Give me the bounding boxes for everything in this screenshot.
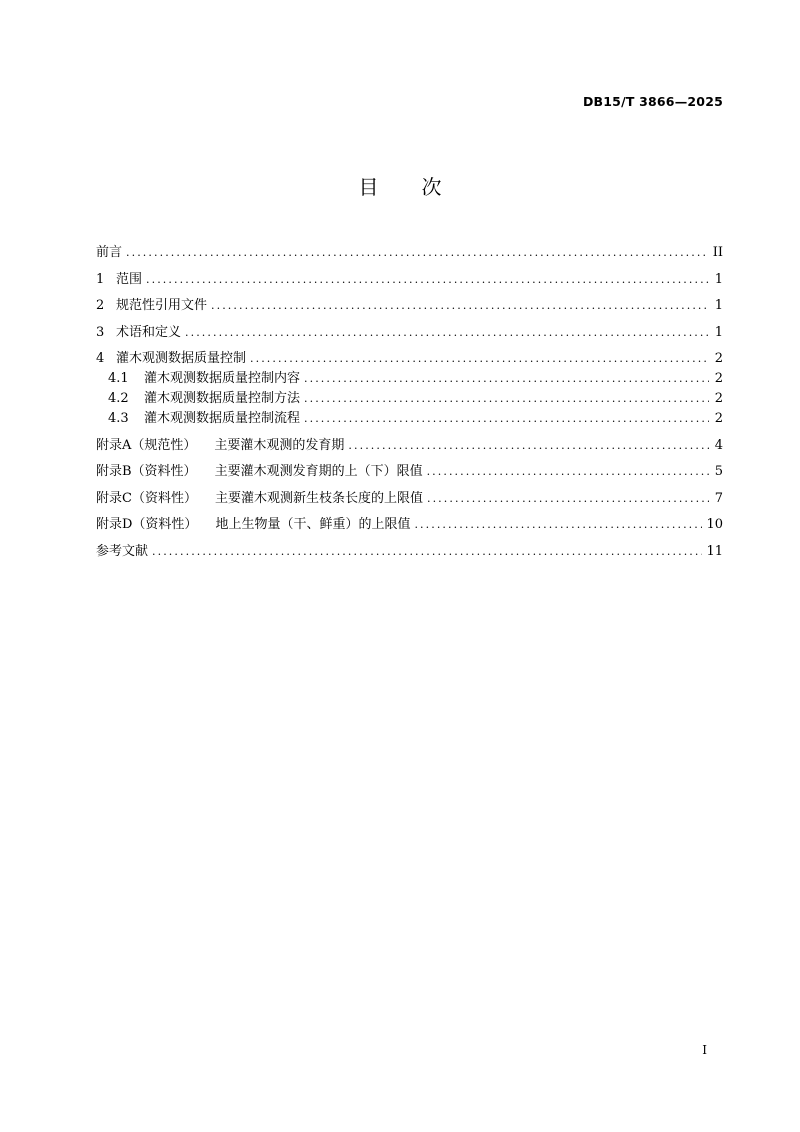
toc-entry-foreword[interactable] xyxy=(96,243,723,263)
toc-entry-text: 主要灌木观测新生枝条长度的上限值 xyxy=(214,490,423,506)
page-number: I xyxy=(702,1043,707,1057)
toc-entry-number: 1 xyxy=(96,271,105,287)
toc-page-number: 11 xyxy=(706,543,723,559)
toc-entry-number: 4.2 xyxy=(108,391,129,406)
toc-entry-number: 2 xyxy=(96,298,105,313)
standard-code: DB15/T 3866—2025 xyxy=(582,94,723,109)
toc-entry-text: 灌木观测数据质量控制流程 xyxy=(144,411,301,426)
toc-entry-quality-control-process[interactable] xyxy=(96,409,723,429)
toc-entry-text: 参考文献 xyxy=(96,543,149,559)
toc-page-number: 1 xyxy=(714,271,723,287)
toc-entry-number: 4.1 xyxy=(108,371,129,386)
toc-entry-number: 4.3 xyxy=(108,411,129,426)
dot-leader xyxy=(427,462,709,482)
toc-page-number: 5 xyxy=(714,464,723,479)
toc-page-number: 2 xyxy=(714,371,723,386)
toc-page-number: 10 xyxy=(706,517,723,532)
dot-leader xyxy=(304,409,709,429)
dot-leader xyxy=(427,489,709,509)
table-of-contents xyxy=(96,243,723,568)
toc-entry-normative-references[interactable] xyxy=(96,296,723,316)
title-char-2: 次 xyxy=(421,175,442,199)
toc-page-number: 7 xyxy=(714,490,723,506)
toc-entry-text: 术语和定义 xyxy=(116,324,182,340)
toc-page-number: 2 xyxy=(714,351,723,366)
dot-leader xyxy=(250,349,709,369)
toc-page-number: 4 xyxy=(714,437,723,453)
toc-entry-scope[interactable] xyxy=(96,270,723,290)
toc-entry-text: 地上生物量（干、鲜重）的上限值 xyxy=(215,517,411,532)
toc-appendix-prefix: 附录C（资料性） xyxy=(96,490,197,506)
dot-leader xyxy=(304,389,709,409)
dot-leader xyxy=(185,323,709,343)
toc-appendix-prefix: 附录D（资料性） xyxy=(96,517,198,532)
toc-entry-text: 主要灌木观测发育期的上（下）限值 xyxy=(214,464,423,479)
toc-entry-appendix-c[interactable] xyxy=(96,489,723,509)
toc-entry-quality-control-content[interactable] xyxy=(96,369,723,389)
toc-entry-text: 规范性引用文件 xyxy=(116,298,208,313)
toc-entry-text: 主要灌木观测的发育期 xyxy=(214,437,345,453)
dot-leader xyxy=(146,270,709,290)
dot-leader xyxy=(126,243,709,263)
toc-entry-number: 4 xyxy=(96,351,105,366)
toc-entry-text: 灌木观测数据质量控制内容 xyxy=(144,371,301,386)
toc-page-number: 2 xyxy=(714,391,723,406)
dot-leader xyxy=(211,296,709,316)
toc-appendix-prefix: 附录B（资料性） xyxy=(96,464,197,479)
toc-entry-terms-definitions[interactable] xyxy=(96,323,723,343)
page-title xyxy=(0,171,800,200)
title-char-1: 目 xyxy=(358,175,379,199)
toc-entry-text: 灌木观测数据质量控制方法 xyxy=(144,391,301,406)
toc-page-number: 1 xyxy=(714,324,723,340)
toc-entry-quality-control-method[interactable] xyxy=(96,389,723,409)
dot-leader xyxy=(304,369,709,389)
toc-entry-text: 灌木观测数据质量控制 xyxy=(116,351,247,366)
toc-entry-appendix-a[interactable] xyxy=(96,436,723,456)
toc-entry-text: 范围 xyxy=(116,271,143,287)
toc-entry-number: 3 xyxy=(96,324,105,340)
toc-entry-appendix-d[interactable] xyxy=(96,515,723,535)
dot-leader xyxy=(348,436,709,456)
toc-page-number: 1 xyxy=(714,298,723,313)
toc-page-number: II xyxy=(712,245,723,260)
toc-entry-text: 前言 xyxy=(96,245,123,260)
toc-entry-bibliography[interactable] xyxy=(96,542,723,562)
toc-page-number: 2 xyxy=(714,411,723,426)
toc-appendix-prefix: 附录A（规范性） xyxy=(96,437,197,453)
dot-leader xyxy=(414,515,702,535)
dot-leader xyxy=(152,542,702,562)
toc-entry-quality-control[interactable] xyxy=(96,349,723,369)
toc-entry-appendix-b[interactable] xyxy=(96,462,723,482)
